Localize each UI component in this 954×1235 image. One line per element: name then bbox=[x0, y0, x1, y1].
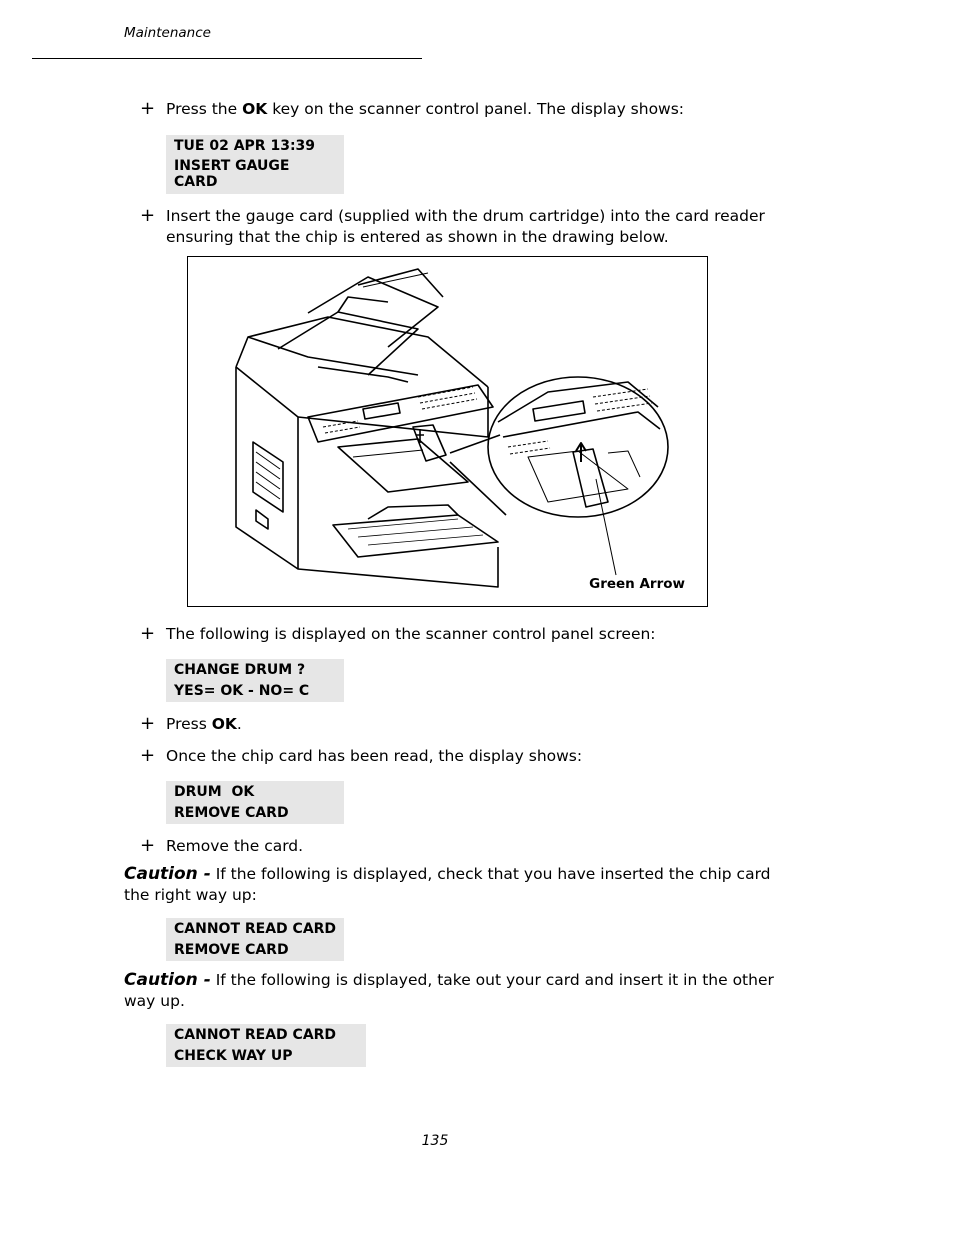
lcd-line: TUE 02 APR 13:39 bbox=[174, 138, 316, 154]
lcd-line: DRUM OK bbox=[174, 784, 255, 800]
step-3 bbox=[140, 624, 780, 645]
caution-lead: Caution - bbox=[124, 970, 211, 990]
lcd-line: INSERT GAUGE bbox=[174, 158, 290, 174]
bullet-icon: + bbox=[140, 745, 156, 766]
step-text: Press the OK key on the scanner control panel. The display shows: bbox=[166, 100, 685, 118]
step-text: The following is displayed on the scanner control panel screen: bbox=[166, 625, 656, 643]
caution-lead: Caution - bbox=[124, 864, 211, 884]
figure-label: Green Arrow bbox=[589, 576, 685, 592]
bullet-icon: + bbox=[140, 713, 156, 734]
lcd-display-1 bbox=[166, 135, 344, 194]
lcd-line: YES= OK - NO= C bbox=[174, 683, 310, 699]
bullet-icon: + bbox=[140, 205, 156, 226]
step-text: Remove the card. bbox=[166, 837, 304, 855]
step-4 bbox=[140, 714, 780, 735]
step-2 bbox=[140, 206, 780, 248]
lcd-line: CANNOT READ CARD bbox=[174, 1027, 337, 1043]
printer-drawing bbox=[188, 257, 707, 606]
lcd-display-4 bbox=[166, 918, 344, 961]
bullet-icon: + bbox=[140, 835, 156, 856]
step-text: Once the chip card has been read, the display shows: bbox=[166, 747, 583, 765]
lcd-display-2 bbox=[166, 659, 344, 702]
lcd-display-3 bbox=[166, 781, 344, 824]
caution-note-1 bbox=[124, 864, 784, 906]
step-5 bbox=[140, 746, 780, 767]
step-text: Insert the gauge card (supplied with the drum cartridge) into the card reader ensuring that the chip is entered as shown in the drawing below. bbox=[166, 207, 765, 246]
bullet-icon: + bbox=[140, 98, 156, 119]
lcd-line: REMOVE CARD bbox=[174, 805, 289, 821]
page-number: 135 bbox=[421, 1133, 449, 1149]
caution-text: If the following is displayed, take out your card and insert it in the other way up. bbox=[124, 971, 774, 1010]
lcd-line: REMOVE CARD bbox=[174, 942, 289, 958]
printer-illustration bbox=[187, 256, 708, 607]
step-1 bbox=[140, 99, 780, 120]
running-header: Maintenance bbox=[124, 25, 211, 41]
header-rule bbox=[32, 58, 422, 59]
lcd-line: CHANGE DRUM ? bbox=[174, 662, 306, 678]
bullet-icon: + bbox=[140, 623, 156, 644]
caution-text: If the following is displayed, check that you have inserted the chip card the right way up: bbox=[124, 865, 771, 904]
step-text: Press OK. bbox=[166, 715, 242, 733]
caution-note-2 bbox=[124, 970, 784, 1012]
lcd-line: CANNOT READ CARD bbox=[174, 921, 337, 937]
lcd-line: CARD bbox=[174, 174, 218, 190]
lcd-display-5 bbox=[166, 1024, 366, 1067]
lcd-line: CHECK WAY UP bbox=[174, 1048, 293, 1064]
step-6 bbox=[140, 836, 780, 857]
